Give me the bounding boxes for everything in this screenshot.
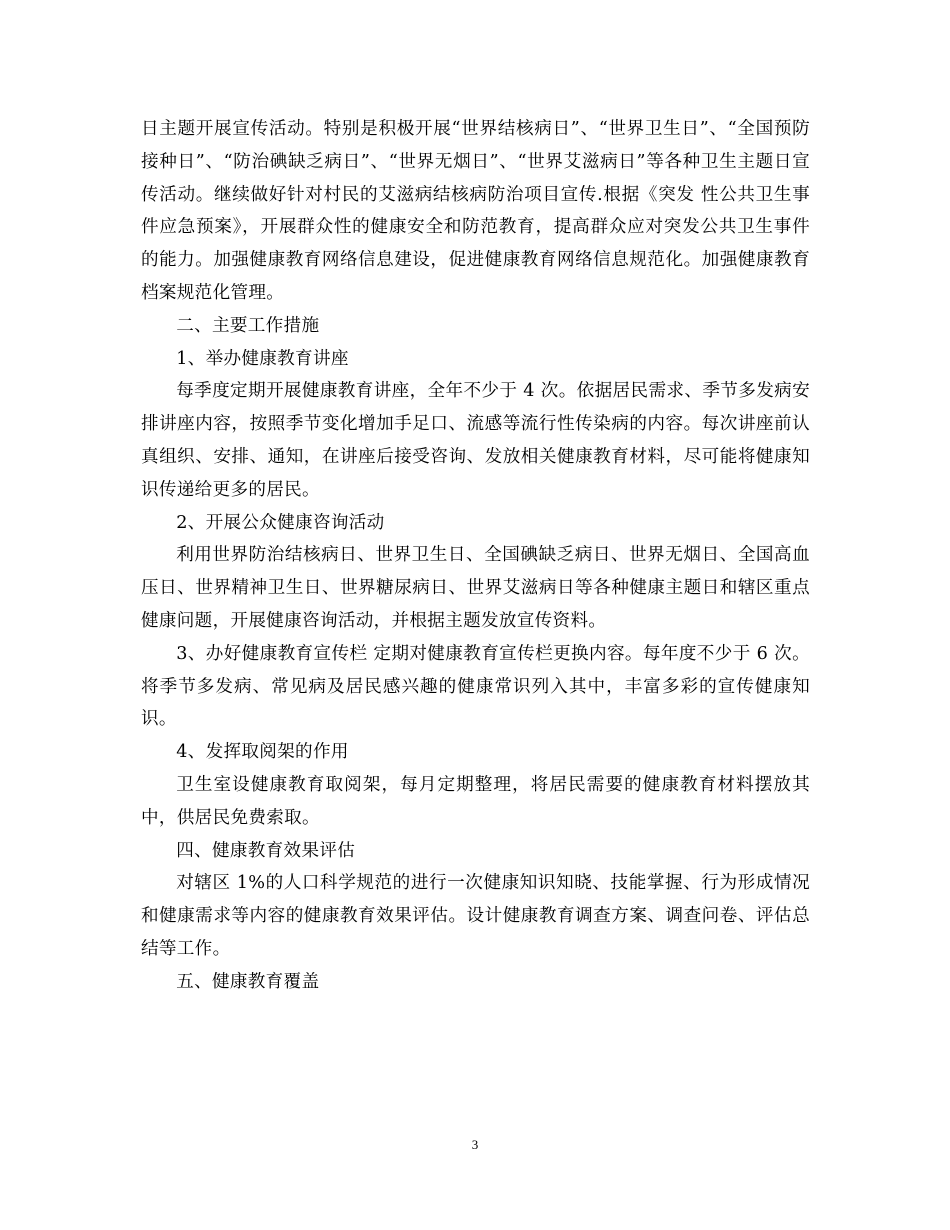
subheading-consultation: 2、开展公众健康咨询活动	[176, 512, 385, 533]
page-number: 3	[471, 1137, 479, 1152]
section-heading-evaluation: 四、健康教育效果评估	[176, 840, 356, 861]
subheading-reading-rack: 4、发挥取阅架的作用	[176, 742, 349, 763]
section-heading-main-measures: 二、主要工作措施	[176, 315, 320, 336]
paragraph-evaluation: 对辖区 1%的人口科学规范的进行一次健康知识知晓、技能掌握、行为形成情况和健康需求等内容的健康教育效果评估。设计健康教育调查方案、调查问卷、评估总结等工作。	[141, 873, 810, 959]
document-body	[141, 113, 810, 999]
paragraph-health-days-continuation: 日主题开展宣传活动。特别是积极开展“世界结核病日”、“世界卫生日”、“全国预防接种日”、“防治碘缺乏病日”、“世界无烟日”、“世界艾滋病日”等各种卫生主题日宣传活动。继续做好针对村民的艾滋病结核病防治项目宣传.根据《突发 性公共卫生事件应急预案》，开展群众性的健康安全和防范教育，提高群众应对突发公共卫生事件的能力。加强健康教育网络信息建设，促进健康教育网络信息规范化。加强健康教育档案规范化管理。	[141, 119, 810, 303]
paragraph-reading-rack: 卫生室设健康教育取阅架，每月定期整理，将居民需要的健康教育材料摆放其中，供居民免费索取。	[141, 774, 810, 828]
section-heading-coverage: 五、健康教育覆盖	[176, 971, 320, 992]
paragraph-bulletin-board: 3、办好健康教育宣传栏 定期对健康教育宣传栏更换内容。每年度不少于 6 次。将季节多发病、常见病及居民感兴趣的健康常识列入其中，丰富多彩的宣传健康知识。	[141, 643, 810, 730]
subheading-lectures: 1、举办健康教育讲座	[176, 348, 349, 369]
paragraph-lectures: 每季度定期开展健康教育讲座，全年不少于 4 次。依据居民需求、季节多发病安排讲座内容，按照季节变化增加手足口、流感等流行性传染病的内容。每次讲座前认真组织、安排、通知，在讲座后接受咨询、发放相关健康教育材料，尽可能将健康知识传递给更多的居民。	[141, 381, 810, 500]
paragraph-consultation: 利用世界防治结核病日、世界卫生日、全国碘缺乏病日、世界无烟日、全国高血压日、世界精神卫生日、世界糖尿病日、世界艾滋病日等各种健康主题日和辖区重点健康问题，开展健康咨询活动，并根据主题发放宣传资料。	[141, 545, 810, 631]
